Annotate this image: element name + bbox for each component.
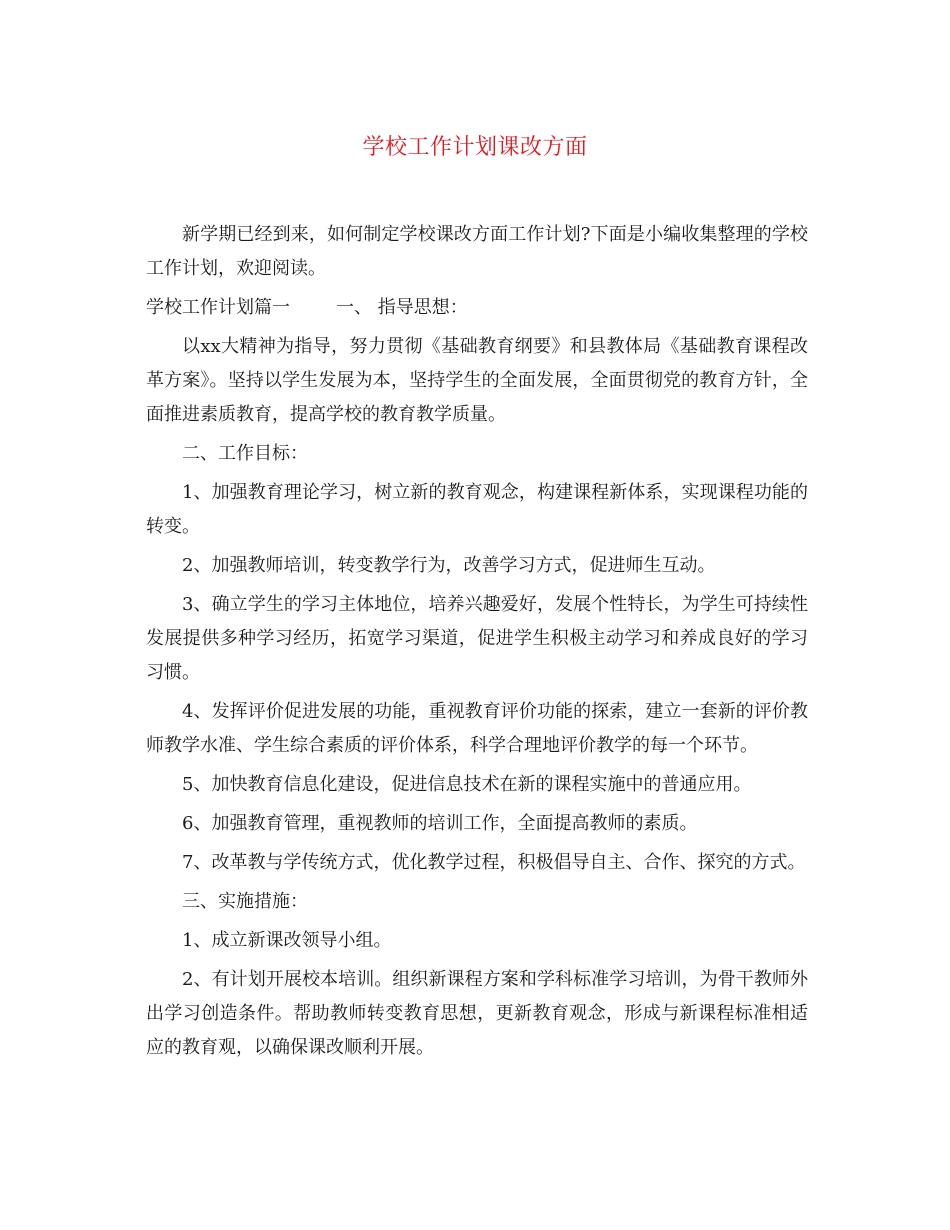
heading-work-goals: 二、工作目标： — [182, 443, 308, 464]
section-line — [146, 291, 808, 325]
goal-item-3: 3、确立学生的学习主体地位，培养兴趣爱好，发展个性特长，为学生可持续性发展提供多种学习经历，拓宽学习渠道，促进学生积极主动学习和养成良好的学习习惯。 — [146, 594, 808, 683]
measure-item-1: 1、成立新课改领导小组。 — [182, 930, 392, 951]
heading-guiding-ideology: 一、 指导思想： — [336, 297, 468, 318]
measure-item-2: 2、有计划开展校本培训。组织新课程方案和学科标准学习培训，为骨干教师外出学习创造条件。帮助教师转变教育思想，更新教育观念，形成与新课程标准相适应的教育观，以确保课改顺利开展。 — [146, 969, 808, 1058]
goal-item-6: 6、加强教育管理，重视教师的培训工作，全面提高教师的素质。 — [182, 813, 698, 834]
intro-paragraph: 新学期已经到来，如何制定学校课改方面工作计划?下面是小编收集整理的学校工作计划，欢迎阅读。 — [146, 224, 808, 279]
goal-item-7: 7、改革教与学传统方式，优化教学过程，积极倡导自主、合作、探究的方式。 — [182, 852, 806, 873]
goal-item-5: 5、加快教育信息化建设，促进信息技术在新的课程实施中的普通应用。 — [182, 774, 752, 795]
document-body — [146, 218, 808, 1070]
document-title: 学校工作计划课改方面 — [362, 135, 588, 160]
section-label: 学校工作计划篇一 — [146, 297, 290, 318]
goal-item-4: 4、发挥评价促进发展的功能，重视教育评价功能的探索，建立一套新的评价教师教学水准、学生综合素质的评价体系，科学合理地评价教学的每一个环节。 — [146, 701, 808, 756]
goal-item-2: 2、加强教师培训，转变教学行为，改善学习方式，促进师生互动。 — [182, 555, 716, 576]
goal-item-1: 1、加强教育理论学习，树立新的教育观念，构建课程新体系，实现课程功能的转变。 — [146, 482, 808, 537]
heading-measures: 三、实施措施： — [182, 891, 308, 912]
guiding-paragraph: 以xx大精神为指导，努力贯彻《基础教育纲要》和县教体局《基础教育课程改革方案》。坚持以学生发展为本，坚持学生的全面发展，全面贯彻党的教育方针，全面推进素质教育，提高学校的教育教学质量。 — [146, 336, 808, 425]
